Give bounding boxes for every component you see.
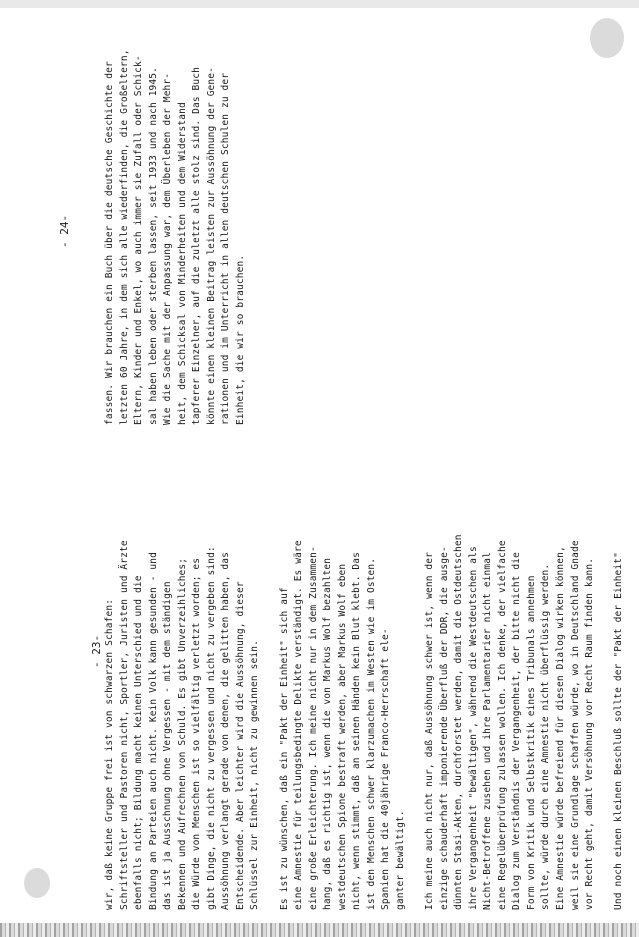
text-line: rationen und im Unterricht in allen deutschen Schulen zu der (220, 72, 232, 425)
text-line: eine Amnestie für teilungsbedingte Delikte verständigt. Es wäre (293, 540, 305, 910)
paragraph-gap (408, 534, 423, 910)
text-line: Ich meine auch nicht nur, daß Aussöhnung schwer ist, wenn der (424, 551, 436, 910)
text-line: sollte, würde durch eine Amnestie nicht überflüssig werden. (540, 563, 552, 910)
text-line: heit, dem Schicksal von Minderheiten und dem Widerstand (176, 102, 188, 425)
text-line: einzige schauderhaft imponierende Überfluß der DDR, die ausge- (438, 546, 450, 910)
text-line: Schlüssel zur Einheit, nicht zu gewinnen sein. (249, 640, 261, 910)
text-line: vor Recht geht, damit Versöhnung vor Recht Raum finden kann. (584, 557, 596, 910)
text-line: Eine Amnestie würde befreiend für diesen Dialog wirken können, (554, 546, 566, 910)
text-line: Bindung an Parteien auch nicht. Kein Volk kann gesunden - und (147, 551, 159, 910)
text-line: eine große Erleichterung. Ich meine nicht nur in dem Zusammen- (307, 546, 319, 910)
text-column-page-24 (103, 49, 248, 425)
text-line: Bekennen und Aufrechnen von Schuld. Es gibt Unverzeihliches; (176, 557, 188, 910)
text-line: Entscheidende. Aber leichter wird die Aussöhnung, dieser (234, 581, 246, 910)
text-line: ihre Vergangenheit "bewältigen", während die Westdeutschen als (467, 546, 479, 910)
text-line: tapferer Einzelner, auf die zuletzt alle stolz sind. Das Buch (191, 66, 203, 425)
text-line: wir, daß keine Gruppe frei ist von schwarzen Schafen: (104, 598, 115, 910)
scan-smudge-top-right (590, 18, 624, 58)
text-line: nicht, wenn stimmt, daß an seinen Händen kein Blut klebt. Das (351, 551, 363, 910)
text-line: dünnten Stasi-Akten, durchforstet werden, damit die Ostdeutschen (453, 534, 465, 910)
page-number-right: - 24- (58, 214, 71, 248)
text-column-page-23 (103, 534, 627, 910)
text-line: Einheit, die wir so brauchen. (234, 254, 246, 425)
text-line: Dialog zum Verständnis der Vergangenheit, der bitte nicht die (511, 551, 523, 910)
text-line: ebenfalls nicht; Bildung macht keinen Unterschied und die (133, 575, 145, 910)
scan-edge-bottom (0, 923, 639, 937)
text-line: Form von Kritik und Selbstkritik eines Tribunals annehmen (525, 575, 537, 910)
page-number-left: - 23- (90, 634, 103, 668)
text-line: gibt Dinge, die nicht zu vergessen und nicht zu vergeben sind: (205, 546, 217, 910)
text-line: fassen. Wir brauchen ein Buch über die deutsche Geschichte der (104, 61, 115, 425)
text-line: Wie die Sache mit der Anpassung war, dem Überleben der Mehr- (162, 72, 174, 425)
text-line: die Würde von Menschen ist so vielfältig verletzt worden; es (191, 557, 203, 910)
text-line: eine Regelüberprüfung zulassen wollen. Ich denke, der vielfache (496, 540, 508, 910)
text-line: hang, daß es richtig ist, wenn die von Markus Wolf bezahlten (322, 557, 334, 910)
text-line: könnte einen kleinen Beitrag leisten zur Aussöhnung der Gene- (205, 66, 217, 425)
paragraph-gap (263, 534, 278, 910)
scan-edge-top (0, 0, 639, 8)
text-line: Nicht-Betroffene zusehen und ihre Parlamentarier nicht einmal (482, 551, 494, 910)
text-line: Und noch einen kleinen Beschluß sollte der "Pakt der Einheit" (613, 551, 625, 910)
text-line: Es ist zu wünschen, daß ein "Pakt der Einheit" sich auf (278, 587, 290, 910)
text-line: Eltern, Kinder und Enkel, wo auch immer sie Zufall oder Schick- (133, 55, 145, 425)
text-line: sal haben leben oder sterben lassen, seit 1933 und nach 1945. (147, 66, 159, 425)
scan-smudge-bottom-left (24, 868, 50, 898)
text-line: ist den Menschen schwer klarzumachen im Westen wie im Osten. (365, 557, 377, 910)
text-line: Spanien hat die 40jährige Franco-Herrschaft ele- (380, 628, 392, 910)
text-line: das ist ja Ausschnung ohne Vergessen - mit dem ständigen (162, 581, 174, 910)
text-line: ganter bewältigt. (394, 810, 406, 910)
text-line: letzten 60 Jahre, in dem sich alle wiederfinden, die Großeltern, (118, 49, 130, 425)
text-line: Aussöhnung verlangt gerade von denen, die gelitten haben, das (220, 551, 232, 910)
text-line: weil sie eine Grundlage schaffen würde, wo in Deutschland Gnade (569, 540, 581, 910)
text-line: westdeutschen Spione bestraft werden, aber Markus Wolf eben (336, 563, 348, 910)
text-line: Schriftsteller und Pastoren nicht, Sportler, Juristen und Ärzte (118, 540, 130, 910)
paragraph-gap (598, 534, 613, 910)
